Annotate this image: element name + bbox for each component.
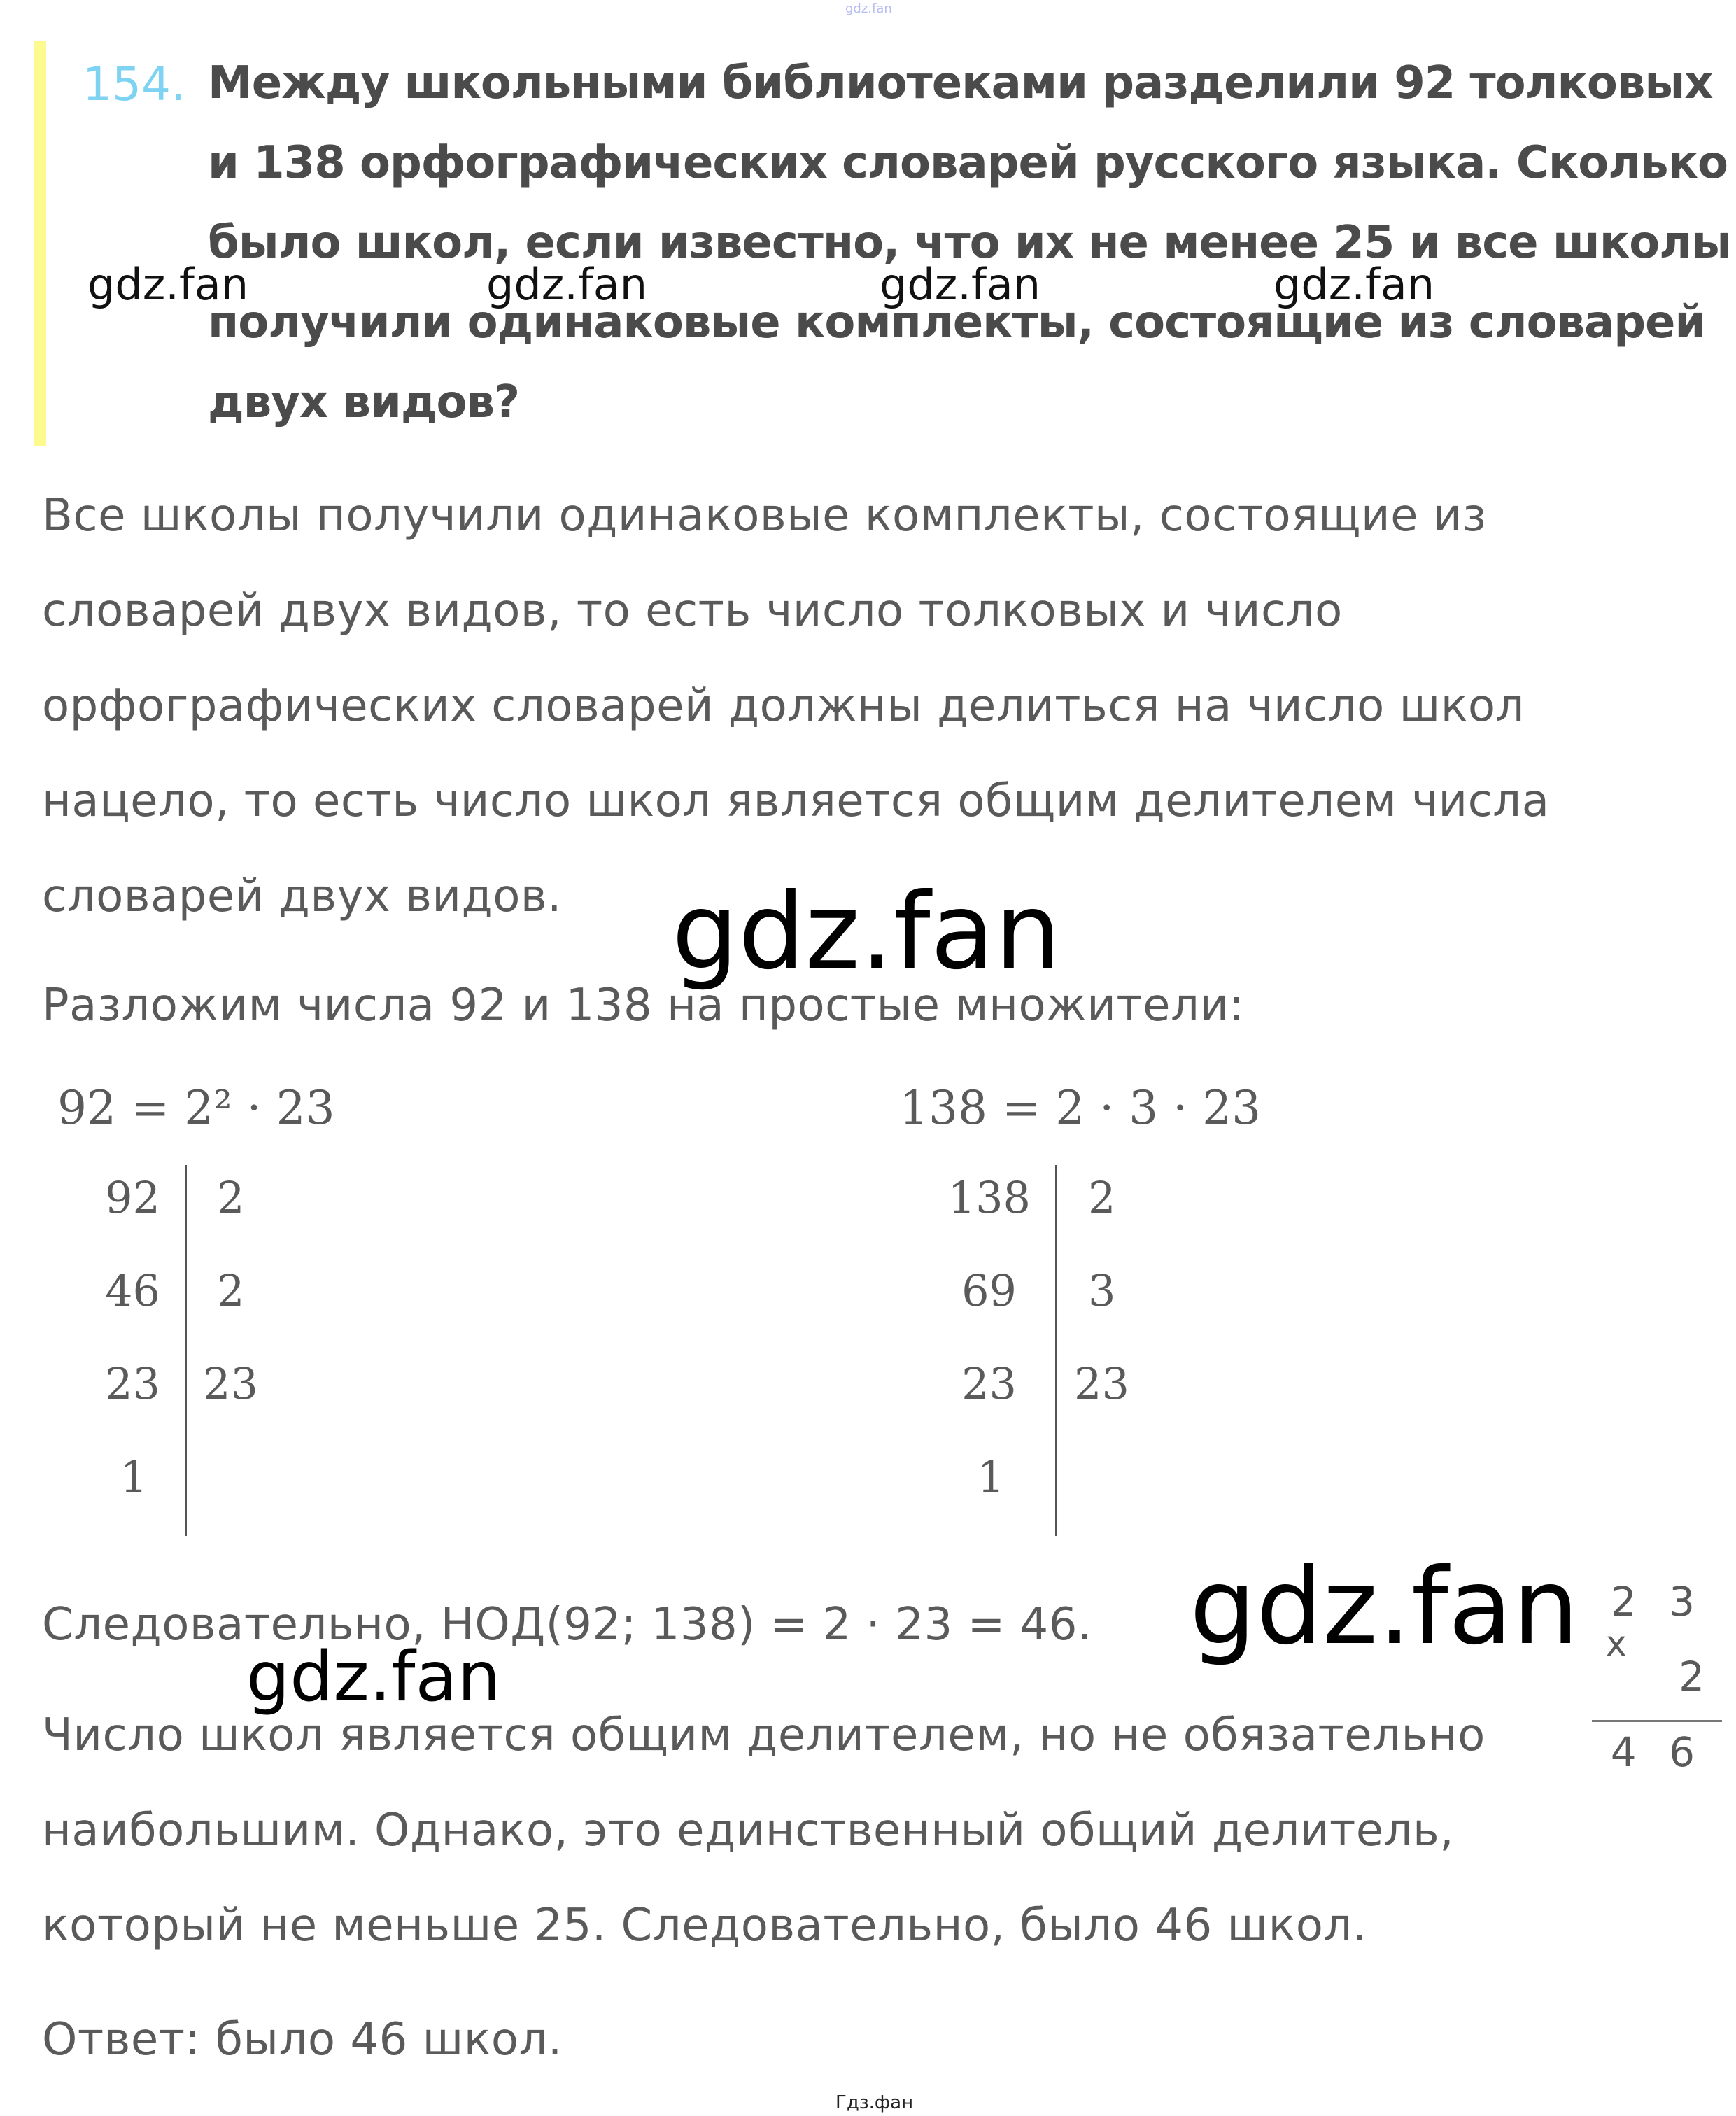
right-dividend: 1 [977,1451,1005,1502]
factor-intro: Разложим числа 92 и 138 на простые множители: [42,980,1245,1031]
gcd-line: Следовательно, НОД(92; 138) = 2 · 23 = 46. [42,1599,1092,1651]
problem-line: двух видов? [208,376,520,428]
mult-top: 2 3 [1610,1578,1705,1625]
left-divisor: 2 [217,1265,245,1316]
left-dividend: 1 [120,1451,148,1502]
left-divider [185,1165,187,1536]
left-divisor: 23 [203,1358,258,1409]
watermark: gdz.fan [1273,259,1435,310]
mult-result: 4 6 [1610,1728,1705,1776]
left-formula: 92 = 2² · 23 [57,1081,335,1135]
conclusion-line: который не меньше 25. Следовательно, было 46 школ. [42,1900,1367,1952]
watermark-large: gdz.fan [1190,1546,1579,1668]
watermark-large: gdz.fan [672,871,1061,993]
solution-line: словарей двух видов. [42,870,562,922]
solution-line: нацело, то есть число школ является общим делителем числа [42,775,1550,827]
top-watermark: gdz.fan [845,1,892,16]
footer-watermark: Гдз.фан [835,2092,914,2113]
right-divisor: 23 [1074,1358,1129,1409]
solution-line: словарей двух видов, то есть число толковых и число [42,585,1343,637]
left-dividend: 92 [105,1172,160,1223]
mult-rule [1592,1720,1722,1722]
mult-sign: x [1606,1623,1627,1664]
watermark: gdz.fan [880,259,1041,310]
watermark: gdz.fan [486,259,648,310]
problem-accent-bar [34,41,46,446]
left-dividend: 46 [105,1265,160,1316]
problem-number: 154. [83,57,185,111]
conclusion-line: Число школ является общим делителем, но не обязательно [42,1709,1486,1761]
right-formula: 138 = 2 · 3 · 23 [899,1081,1262,1135]
problem-line: было школ, если известно, что их не менее 25 и все школы [208,217,1731,269]
problem-line: и 138 орфографических словарей русского языка. Сколько [208,137,1728,189]
right-divider [1055,1165,1057,1536]
conclusion-line: наибольшим. Однако, это единственный общий делитель, [42,1805,1455,1856]
mult-bottom: 2 [1679,1653,1705,1700]
problem-line: получили одинаковые комплекты, состоящие из словарей [208,297,1706,348]
right-dividend: 69 [961,1265,1017,1316]
right-divisor: 3 [1088,1265,1116,1316]
watermark-medium: gdz.fan [246,1637,501,1717]
right-dividend: 23 [961,1358,1017,1409]
left-dividend: 23 [105,1358,160,1409]
solution-line: орфографических словарей должны делиться на число школ [42,680,1525,732]
answer: Ответ: было 46 школ. [42,2014,563,2066]
right-dividend: 138 [947,1172,1031,1223]
problem-line: Между школьными библиотеками разделили 92 толковых [208,57,1713,109]
solution-line: Все школы получили одинаковые комплекты, состоящие из [42,490,1487,542]
right-divisor: 2 [1088,1172,1116,1223]
watermark: gdz.fan [87,259,249,310]
left-divisor: 2 [217,1172,245,1223]
